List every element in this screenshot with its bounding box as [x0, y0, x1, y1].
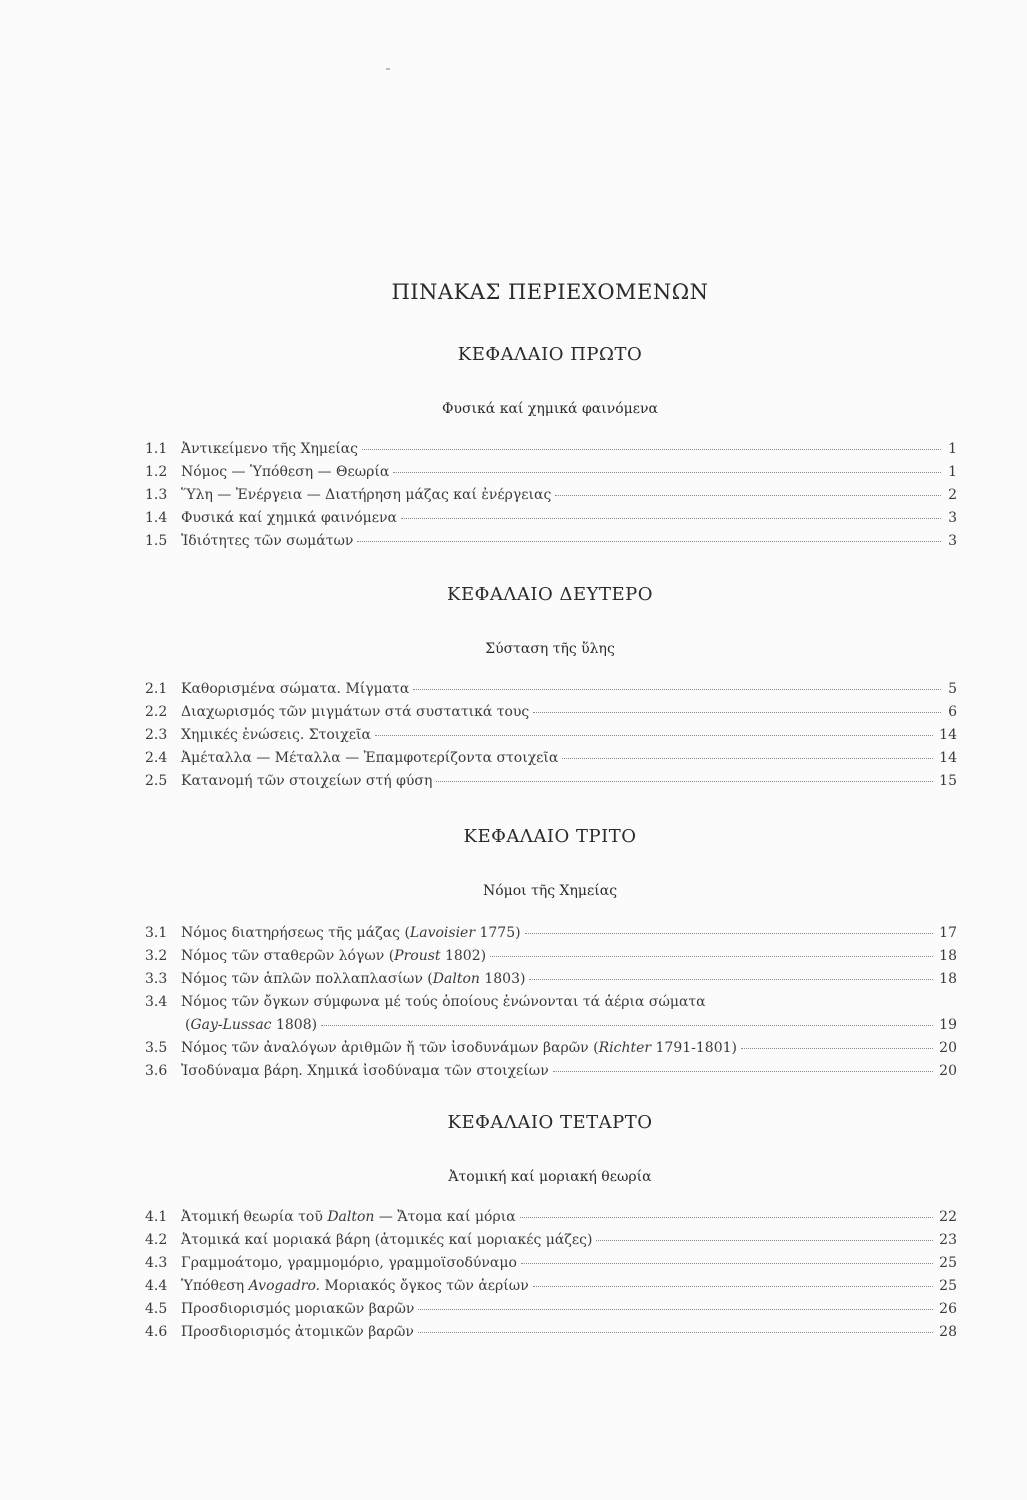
chapter-heading: ΚΕΦΑΛΑΙΟ ΔΕΥΤΕΡΟ	[447, 584, 653, 605]
entry-title	[181, 922, 521, 945]
entry-title-text: 1775)	[475, 925, 521, 941]
dot-leader	[562, 744, 933, 759]
entry-title: Διαχωρισμός τῶν μιγμάτων στά συστατικά τους	[181, 704, 530, 720]
toc-entry	[145, 968, 957, 991]
entry-page: 2	[948, 487, 957, 503]
chapter-subtitle: Φυσικά καί χημικά φαινόμενα	[442, 401, 658, 417]
entry-number: 3.6	[145, 1063, 168, 1079]
entry-title	[181, 968, 525, 991]
entry-title: Καθορισμένα σώματα. Μίγματα	[181, 681, 410, 697]
entry-number: 2.1	[145, 681, 168, 697]
entry-number: 4.6	[145, 1324, 168, 1340]
entry-title	[181, 1206, 516, 1229]
entry-page: 14	[939, 727, 957, 743]
entry-page: 3	[948, 533, 957, 549]
entry-number: 3.2	[145, 948, 168, 964]
dot-leader	[520, 1203, 934, 1218]
chapter-heading: ΚΕΦΑΛΑΙΟ ΤΕΤΑΡΤΟ	[447, 1112, 653, 1133]
entry-title-name: Proust	[394, 948, 441, 964]
dot-leader	[362, 435, 941, 450]
entry-number: 3.4	[145, 994, 168, 1010]
entry-number: 1.1	[145, 441, 168, 457]
entry-title-text: 1808)	[271, 1017, 318, 1033]
dot-leader	[393, 458, 941, 473]
dot-leader	[357, 527, 941, 542]
entry-number: 3.1	[145, 925, 168, 941]
entry-page: 18	[939, 948, 957, 964]
dot-leader	[375, 721, 933, 736]
entry-title: Ἀμέταλλα — Μέταλλα — Ἐπαμφοτερίζοντα στοιχεῖα	[181, 750, 559, 766]
entry-page: 25	[939, 1278, 957, 1294]
toc-entry	[145, 530, 957, 553]
dot-leader	[413, 675, 941, 690]
entry-title: Ἰσοδύναμα βάρη. Χημικά ἰσοδύναμα τῶν στοιχείων	[181, 1063, 549, 1079]
chapter-subtitle: Νόμοι τῆς Χημείας	[482, 883, 618, 899]
entry-number: 1.4	[145, 510, 168, 526]
entry-title-text: Νόμος διατηρήσεως τῆς μάζας (	[181, 925, 410, 941]
chapter-subtitle: Σύσταση τῆς ὕλης	[485, 641, 615, 657]
chapter-2-entries	[145, 678, 957, 793]
entry-title: Χημικές ἑνώσεις. Στοιχεῖα	[181, 727, 371, 743]
dot-leader	[525, 919, 934, 934]
chapter-3	[0, 827, 1027, 900]
scan-speck	[386, 68, 390, 70]
entry-page: 1	[948, 441, 957, 457]
entry-title: Νόμος τῶν ὄγκων σύμφωνα μέ τούς ὁποίους ἑνώνονται τά ἀέρια σώματα	[181, 994, 706, 1010]
entry-title-text: Ὑπόθεση	[181, 1278, 249, 1294]
entry-title: Ἀντικείμενο τῆς Χημείας	[181, 441, 359, 457]
entry-title-name: Richter	[598, 1040, 652, 1056]
dot-leader	[596, 1226, 933, 1241]
entry-title-text: — Ἄτομα καί μόρια	[374, 1209, 516, 1225]
entry-page: 1	[948, 464, 957, 480]
chapter-4-entries	[145, 1206, 957, 1344]
entry-number: 1.2	[145, 464, 168, 480]
entry-page: 25	[939, 1255, 957, 1271]
entry-number: 3.3	[145, 971, 168, 987]
entry-title: Ἰδιότητες τῶν σωμάτων	[181, 533, 354, 549]
entry-page: 28	[939, 1324, 957, 1340]
entry-number: 1.5	[145, 533, 168, 549]
dot-leader	[418, 1318, 933, 1333]
entry-title-text: Νόμος τῶν ἁπλῶν πολλαπλασίων (	[181, 971, 433, 987]
entry-title	[185, 1014, 317, 1037]
entry-page: 17	[939, 925, 957, 941]
entry-number: 2.3	[145, 727, 168, 743]
chapter-1-entries	[145, 438, 957, 553]
dot-leader	[553, 1057, 933, 1072]
chapter-heading: ΚΕΦΑΛΑΙΟ ΠΡΩΤΟ	[457, 344, 643, 365]
entry-number: 2.4	[145, 750, 168, 766]
entry-title: Προσδιορισμός ἀτομικῶν βαρῶν	[181, 1324, 414, 1340]
entry-title-name: Avogadro.	[248, 1278, 321, 1294]
entry-number: 3.5	[145, 1040, 168, 1056]
entry-page: 6	[948, 704, 957, 720]
entry-title: Φυσικά καί χημικά φαινόμενα	[181, 510, 397, 526]
entry-page: 23	[939, 1232, 957, 1248]
entry-page: 22	[939, 1209, 957, 1225]
entry-title	[181, 945, 486, 968]
entry-title-text: Νόμος τῶν σταθερῶν λόγων (	[181, 948, 395, 964]
dot-leader	[533, 1272, 933, 1287]
dot-leader	[401, 504, 941, 519]
entry-page: 19	[939, 1017, 957, 1033]
page-title: ΠΙΝΑΚΑΣ ΠΕΡΙΕΧΟΜΕΝΩΝ	[391, 280, 709, 304]
entry-page: 20	[939, 1063, 957, 1079]
entry-page: 18	[939, 971, 957, 987]
entry-title: Γραμμοάτομο, γραμμομόριο, γραμμοϊσοδύναμο	[181, 1255, 517, 1271]
entry-number: 2.5	[145, 773, 168, 789]
entry-title-name: Dalton	[327, 1209, 375, 1225]
chapter-2	[0, 585, 1027, 658]
entry-title-text: 1802)	[440, 948, 487, 964]
dot-leader	[490, 942, 933, 957]
entry-page: 15	[939, 773, 957, 789]
entry-title: Κατανομή τῶν στοιχείων στή φύση	[181, 773, 433, 789]
dot-leader	[436, 767, 933, 782]
toc-entry	[145, 1060, 957, 1083]
entry-page: 26	[939, 1301, 957, 1317]
chapter-heading: ΚΕΦΑΛΑΙΟ ΤΡΙΤΟ	[463, 826, 637, 847]
toc-entry	[145, 1321, 957, 1344]
entry-title-name: Gay-Lussac	[190, 1017, 272, 1033]
chapter-4	[0, 1113, 1027, 1186]
entry-title-text: (	[185, 1017, 191, 1033]
entry-title: Νόμος — Ὑπόθεση — Θεωρία	[181, 464, 390, 480]
dot-leader	[741, 1034, 933, 1049]
entry-number: 1.3	[145, 487, 168, 503]
dot-leader	[555, 481, 941, 496]
entry-title-text: Ἀτομική θεωρία τοῦ	[181, 1209, 328, 1225]
entry-page: 3	[948, 510, 957, 526]
entry-title: Ὕλη — Ἐνέργεια — Διατήρηση μάζας καί ἐνέργειας	[181, 487, 552, 503]
dot-leader	[521, 1249, 933, 1264]
chapter-subtitle: Ἀτομική καί μοριακή θεωρία	[448, 1169, 652, 1185]
toc-entry	[145, 770, 957, 793]
entry-title-text: Νόμος τῶν ἀναλόγων ἀριθμῶν ἤ τῶν ἰσοδυνάμων βαρῶν (	[181, 1040, 599, 1056]
entry-number: 2.2	[145, 704, 168, 720]
entry-title: Προσδιορισμός μοριακῶν βαρῶν	[181, 1301, 415, 1317]
entry-page: 20	[939, 1040, 957, 1056]
chapter-3-entries	[145, 922, 957, 1083]
entry-page: 14	[939, 750, 957, 766]
entry-title-text: 1791-1801)	[651, 1040, 737, 1056]
entry-number: 4.4	[145, 1278, 168, 1294]
entry-number: 4.3	[145, 1255, 168, 1271]
dot-leader	[529, 965, 933, 980]
entry-number: 4.1	[145, 1209, 168, 1225]
entry-title-text: 1803)	[479, 971, 526, 987]
entry-title-name: Dalton	[432, 971, 480, 987]
chapter-1	[0, 345, 1027, 418]
entry-title-text: Μοριακός ὄγκος τῶν ἀερίων	[320, 1278, 529, 1294]
entry-number: 4.5	[145, 1301, 168, 1317]
entry-number: 4.2	[145, 1232, 168, 1248]
entry-title-name: Lavoisier	[409, 925, 476, 941]
dot-leader	[321, 1011, 933, 1026]
entry-page: 5	[948, 681, 957, 697]
dot-leader	[418, 1295, 933, 1310]
entry-title: Ἀτομικά καί μοριακά βάρη (ἀτομικές καί μοριακές μάζες)	[181, 1232, 593, 1248]
dot-leader	[533, 698, 941, 713]
